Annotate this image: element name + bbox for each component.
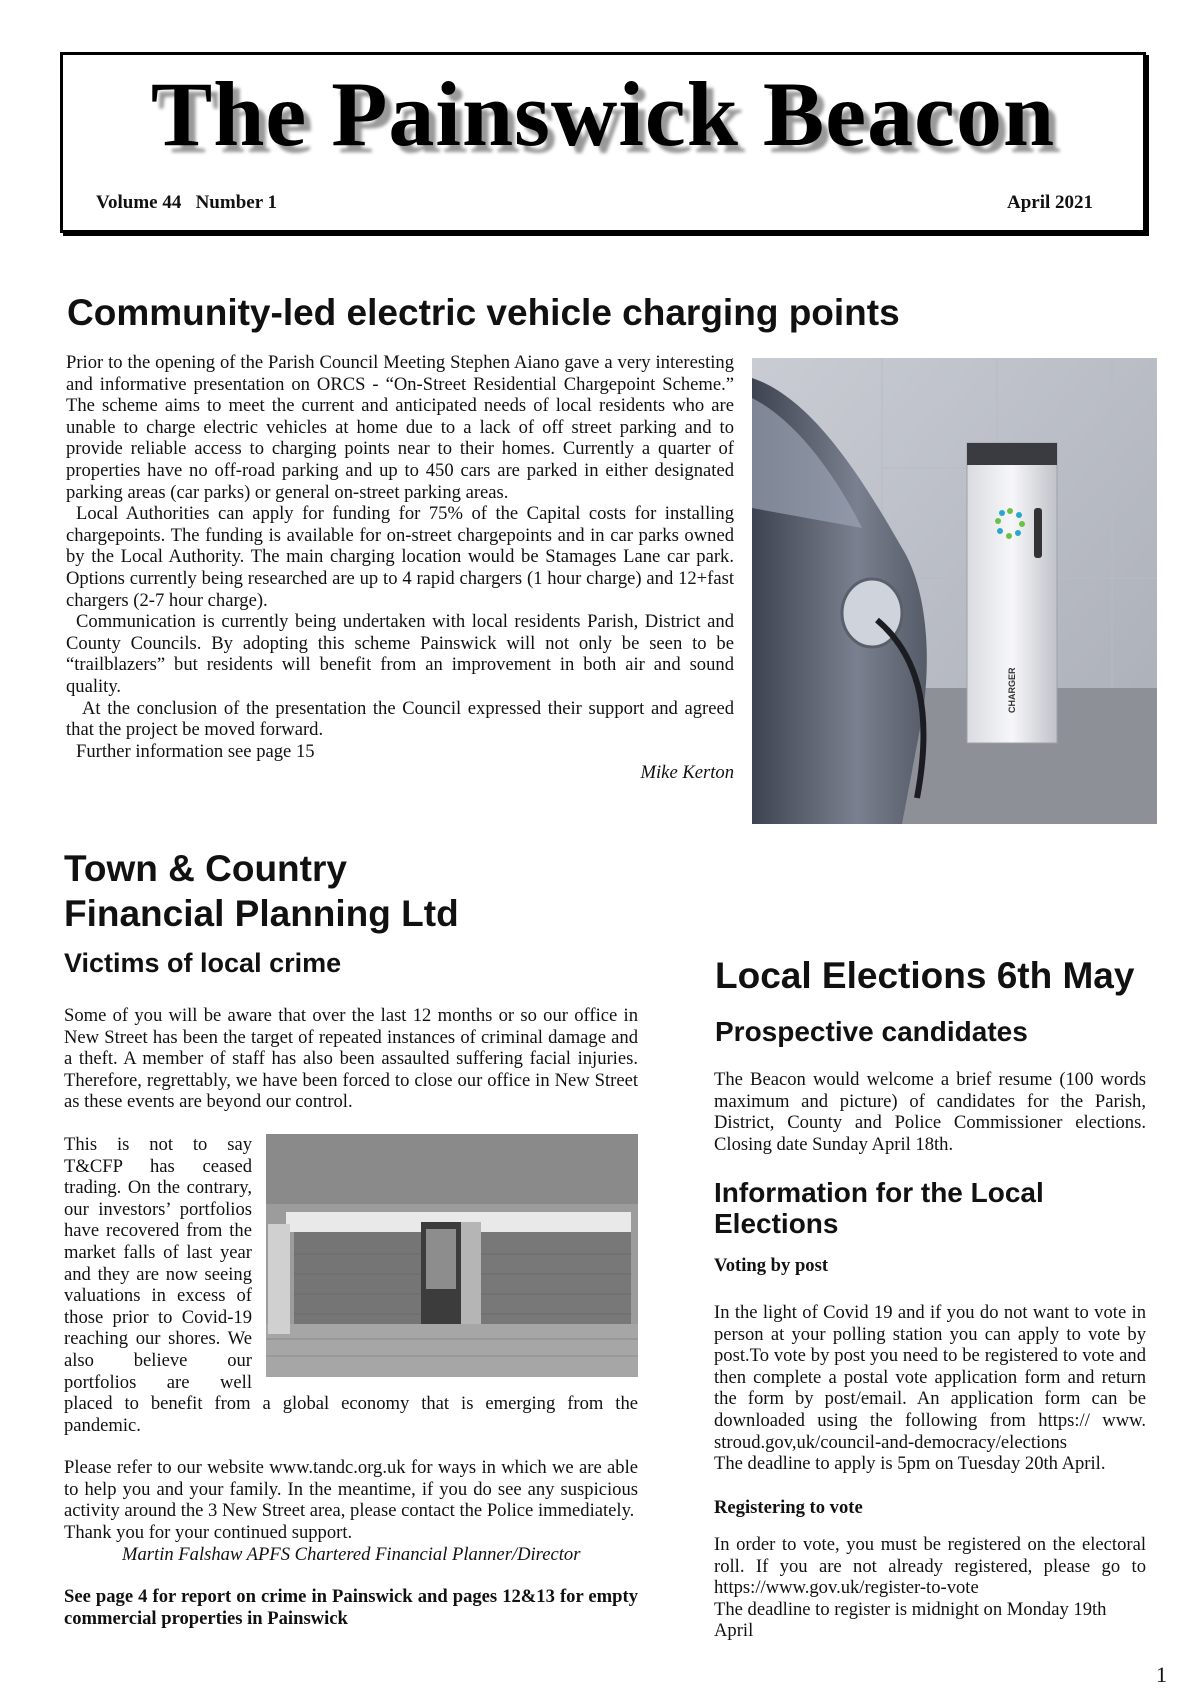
- ev-paragraph: Local Authorities can apply for funding for 75% of the Capital costs for installing chargepoints. The funding is available for on-street chargepoints and in car parks owned by the Local Authority. The main charging location would be Stamages Lane car park. Options currently being researched are up to 4 rapid chargers (1 hour charge) and 12+fast chargers (2-7 hour charge).: [66, 503, 734, 611]
- tc-paragraph: Some of you will be aware that over the last 12 months or so our office in New Street has been the target of repeated instances of criminal damage and a theft. A member of staff has also been assaulted suffering facial injuries. Therefore, regrettably, we have been forced to close our office in New Street as these events are beyond our control.: [64, 1005, 638, 1113]
- masthead: [60, 52, 1146, 233]
- issue-date: April 2021: [1006, 192, 1093, 213]
- ev-article-body: [66, 352, 734, 784]
- candidates-text: The Beacon would welcome a brief resume (100 words maximum and picture) of candidates for the Parish, District, County and Police Commissioner elections. Closing date Sunday April 18th.: [714, 1069, 1146, 1155]
- elections-headline: Local Elections 6th May: [715, 955, 1135, 996]
- voting-by-post-text: In the light of Covid 19 and if you do not want to vote in person at your polling station you can apply to vote by post.To vote by post you need to be registered to vote and then complete a postal vote application form and return the form by post/email. An application form can be downloaded using the following from https:// www. stroud.gov,uk/council-and-democracy/elections: [714, 1302, 1146, 1453]
- page-number: 1: [1156, 1662, 1167, 1687]
- newspaper-title: The Painswick Beacon: [150, 63, 1056, 165]
- ev-paragraph: At the conclusion of the presentation the Council expressed their support and agreed that the project be moved forward.: [66, 697, 734, 741]
- candidates-subhead: Prospective candidates: [715, 1016, 1028, 1047]
- charger-label: CHARGER: [1007, 667, 1017, 713]
- voting-by-post-heading: Voting by post: [714, 1255, 829, 1276]
- tc-signature: Martin Falshaw APFS Chartered Financial Planner/Director: [122, 1543, 581, 1565]
- voting-by-post-body: [714, 1302, 1146, 1475]
- ev-paragraph: Prior to the opening of the Parish Council Meeting Stephen Aiano gave a very interesting and informative presentation on ORCS - “On-Street Residential Chargepoint Scheme.” The scheme aims to meet the current and anticipated needs of local residents who are unable to charge electric vehicles at home due to a lack of off street parking and to provide reliable access to charging points near to their homes. Currently a quarter of properties have no off-road parking and up to 450 cars are parked in either designated parking areas (car parks) or general on-street parking areas.: [66, 352, 734, 503]
- tc-subhead: Victims of local crime: [64, 948, 342, 978]
- ev-charger-photo: [752, 358, 1157, 824]
- tc-paragraph-with-photo: [64, 1134, 638, 1436]
- tc-paragraph-text: This is not to say T&CFP has ceased trading. On the contrary, our investors’ portfolios have recovered from the market falls of last year and they are now seeing valuations in excess of those prior to Covid-19 reaching our shores. We also believe our portfolios are well placed to benefit from a global economy that is emerging from the pandemic.: [64, 1133, 638, 1436]
- ev-paragraph: Further information see page 15: [76, 740, 315, 762]
- volume-number: Volume 44 Number 1: [96, 192, 278, 213]
- voting-by-post-deadline: The deadline to apply is 5pm on Tuesday 20th April.: [714, 1453, 1106, 1475]
- registering-text: In order to vote, you must be registered on the electoral roll. If you are not already registered, please go to https://www.gov.uk/register-to-vote: [714, 1534, 1146, 1599]
- tc-thanks: Thank you for your continued support.: [64, 1522, 353, 1544]
- ev-paragraph: Communication is currently being undertaken with local residents Parish, District and County Councils. By adopting this scheme Painswick will not only be seen to be “trailblazers” but residents will benefit from an improvement in both air and sound quality.: [66, 611, 734, 697]
- ev-headline: Community-led electric vehicle charging points: [67, 292, 900, 333]
- registering-deadline: The deadline to register is midnight on Monday 19th April: [714, 1598, 1107, 1642]
- registering-body: [714, 1534, 1146, 1642]
- registering-heading: Registering to vote: [714, 1497, 863, 1518]
- tc-company-name: Town & Country Financial Planning Ltd: [64, 848, 459, 934]
- ev-author: Mike Kerton: [640, 762, 734, 784]
- election-info-subhead: Information for the Local Elections: [714, 1177, 1044, 1239]
- tc-article-body: [64, 1005, 638, 1629]
- closed-office-photo: [266, 1134, 638, 1377]
- tc-paragraph: Please refer to our website www.tandc.org.uk for ways in which we are able to help you and your family. In the meantime, if you do see any suspicious activity around the 3 New Street area, please contact the Police immediately.: [64, 1457, 638, 1522]
- tc-footer-note: See page 4 for report on crime in Painswick and pages 12&13 for empty commercial properties in Painswick: [64, 1586, 638, 1629]
